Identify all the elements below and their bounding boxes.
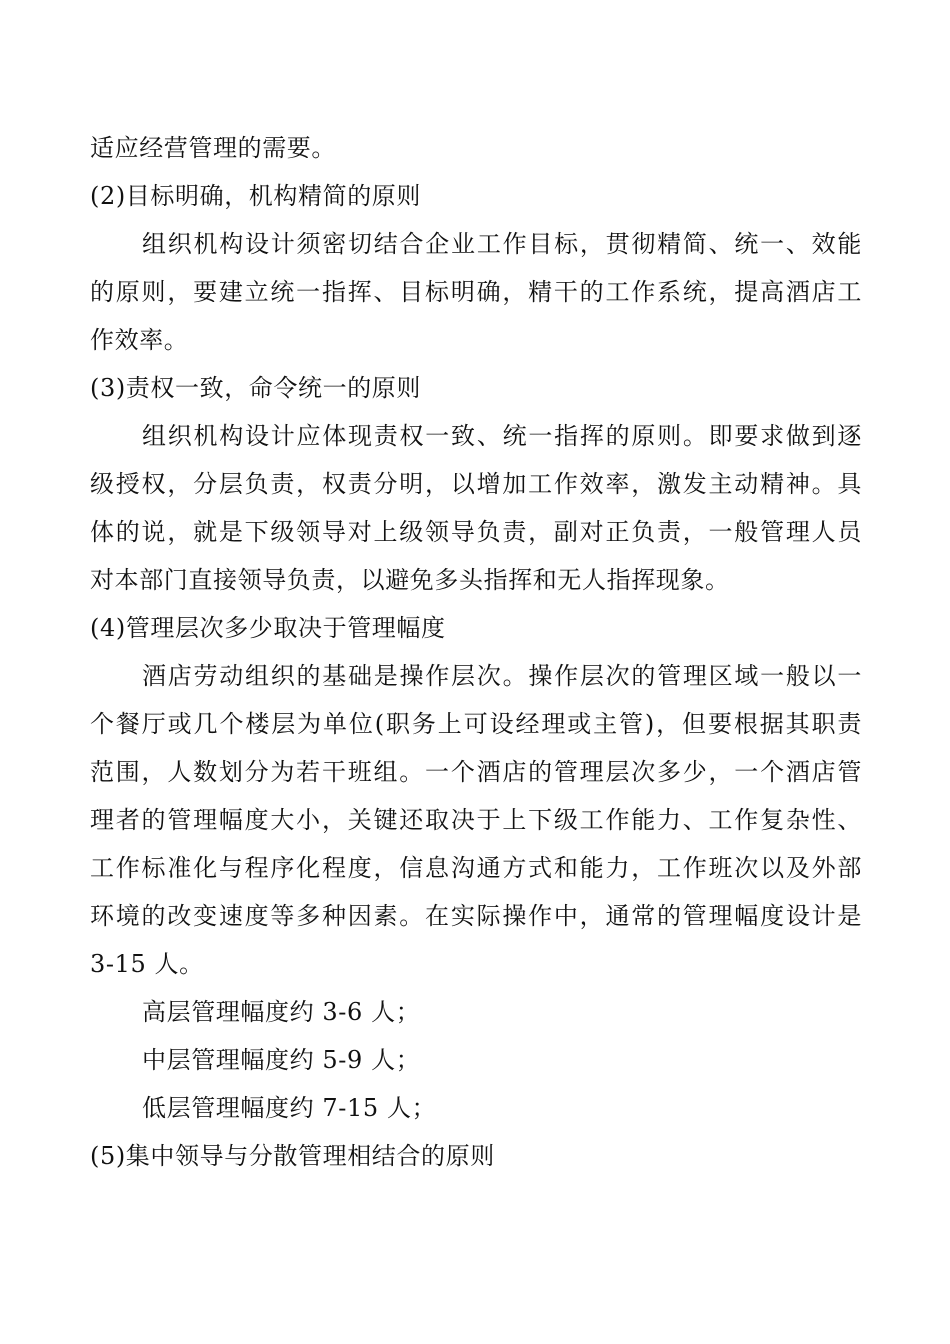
paragraph-line: 的原则，要建立统一指挥、目标明确，精干的工作系统，提高酒店工 — [90, 278, 862, 306]
list-item: 高层管理幅度约 3-6 人； — [142, 998, 421, 1026]
paragraph-line: 组织机构设计应体现责权一致、统一指挥的原则。即要求做到逐 — [142, 422, 862, 450]
list-item: 低层管理幅度约 7-15 人； — [142, 1094, 437, 1122]
paragraph-line: 3-15 人。 — [90, 950, 204, 978]
paragraph-line: 范围，人数划分为若干班组。一个酒店的管理层次多少，一个酒店管 — [90, 758, 862, 786]
paragraph-line: 工作标准化与程序化程度，信息沟通方式和能力，工作班次以及外部 — [90, 854, 862, 882]
section-heading-4: (4)管理层次多少取决于管理幅度 — [90, 614, 446, 642]
paragraph-line: 环境的改变速度等多种因素。在实际操作中，通常的管理幅度设计是 — [90, 902, 862, 930]
paragraph-line: 理者的管理幅度大小，关键还取决于上下级工作能力、工作复杂性、 — [90, 806, 862, 834]
paragraph-line: 作效率。 — [90, 326, 189, 354]
section-heading-2: (2)目标明确，机构精简的原则 — [90, 182, 421, 210]
paragraph-line: 组织机构设计须密切结合企业工作目标，贯彻精简、统一、效能 — [142, 230, 862, 258]
paragraph-line: 体的说，就是下级领导对上级领导负责，副对正负责，一般管理人员 — [90, 518, 862, 546]
paragraph-line: 适应经营管理的需要。 — [90, 134, 336, 162]
paragraph-line: 级授权，分层负责，权责分明，以增加工作效率，激发主动精神。具 — [90, 470, 862, 498]
section-heading-5: (5)集中领导与分散管理相结合的原则 — [90, 1142, 495, 1170]
paragraph-line: 个餐厅或几个楼层为单位(职务上可设经理或主管)，但要根据其职责 — [90, 710, 862, 738]
document-page — [90, 124, 862, 1180]
section-heading-3: (3)责权一致，命令统一的原则 — [90, 374, 421, 402]
paragraph-line: 对本部门直接领导负责，以避免多头指挥和无人指挥现象。 — [90, 566, 730, 594]
paragraph-line: 酒店劳动组织的基础是操作层次。操作层次的管理区域一般以一 — [142, 662, 862, 690]
list-item: 中层管理幅度约 5-9 人； — [142, 1046, 421, 1074]
